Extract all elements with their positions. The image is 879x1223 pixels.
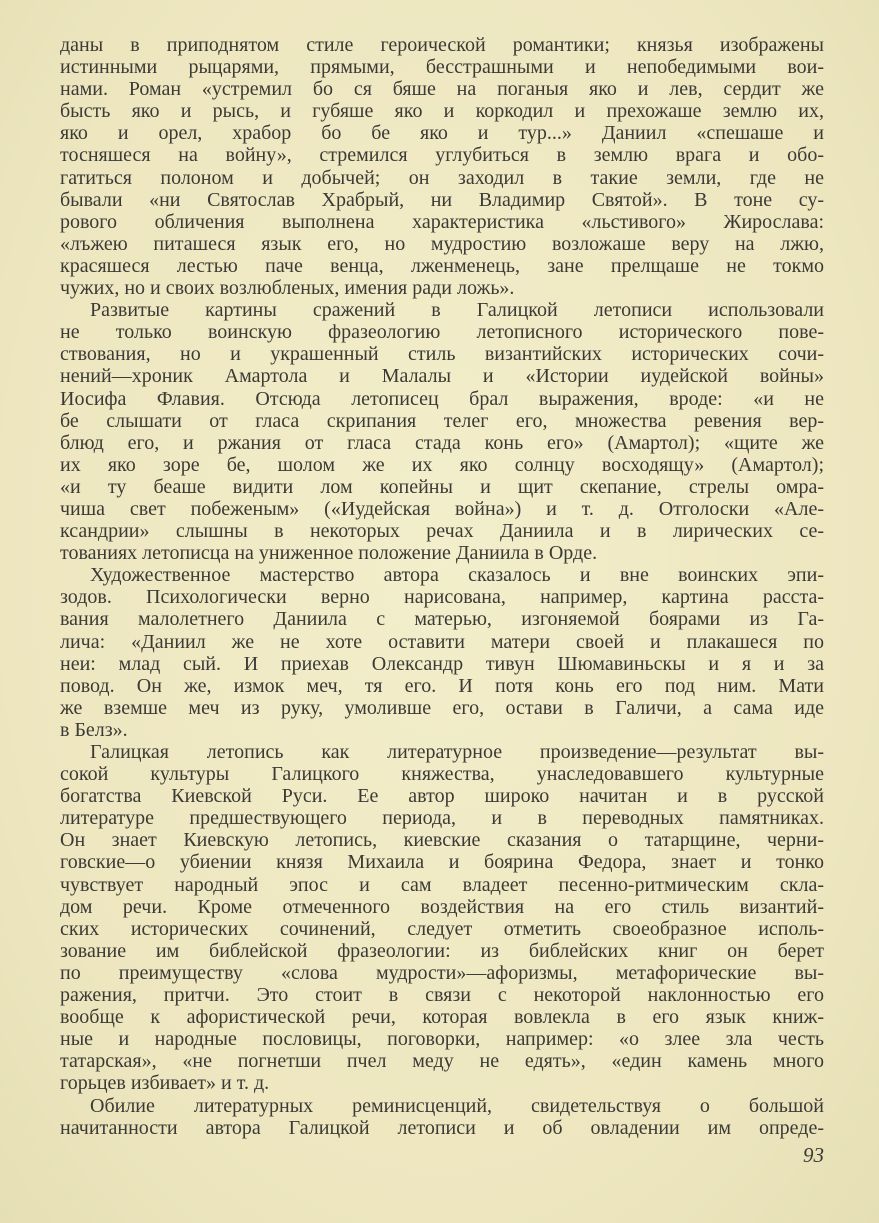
text-line: тосняшеся на войну», стремился углубиться в землю врага и обо- bbox=[60, 144, 824, 167]
text-line: нений—хроник Амартола и Малалы и «Истории иудейской войны» bbox=[60, 365, 824, 388]
text-line: зодов. Психологически верно нарисована, например, картина расста- bbox=[60, 586, 824, 609]
text-line: лича: «Даниил же не хоте оставити матери своей и плакашеся по bbox=[60, 630, 824, 653]
text-line: даны в приподнятом стиле героической романтики; князья изображены bbox=[60, 34, 824, 56]
text-line: чужих, но и своих возлюбленых, имения ради ложь». bbox=[60, 277, 515, 300]
text-line: Галицкая летопись как литературное произведение—результат вы- bbox=[90, 741, 824, 763]
text-line: не только воинскую фразеологию летописного исторического пове- bbox=[60, 321, 824, 344]
text-line: литературе предшествующего периода, и в переводных памятниках. bbox=[60, 807, 824, 830]
text-line: красяшеся лестью паче венца, лженменець, зане прелщаше не токмо bbox=[60, 254, 824, 277]
text-line: «лъжею питашеся язык его, но мудростию возложаше веру на лжю, bbox=[60, 232, 824, 255]
text-line: по преимуществу «слова мудрости»—афоризмы, метафорические вы- bbox=[60, 961, 824, 984]
text-line: повод. Он же, измок меч, тя его. И потя конь его под ним. Мати bbox=[60, 674, 824, 697]
text-line: богатства Киевской Руси. Ее автор широко начитан и в русской bbox=[60, 785, 824, 808]
text-line: ствования, но и украшенный стиль византийских исторических сочи- bbox=[60, 343, 824, 366]
text-line: нами. Роман «устремил бо ся бяше на поганыя яко и лев, сердит же bbox=[60, 78, 824, 101]
text-line: зование им библейской фразеологии: из библейских книг он берет bbox=[60, 939, 824, 962]
page-number: 93 bbox=[803, 1143, 824, 1167]
text-line: ражения, притчи. Это стоит в связи с некоторой наклонностью его bbox=[60, 984, 824, 1007]
text-line: ксандрии» слышны в некоторых речах Даниила и в лирических се- bbox=[60, 520, 824, 543]
text-line: их яко зоре бе, шолом же их яко солнцу восходящу» (Амартол); bbox=[60, 453, 824, 476]
text-line: гатиться полоном и добычей; он заходил в такие земли, где не bbox=[60, 166, 824, 189]
text-line: яко и орел, храбор бо бе яко и тур...» Даниил «спешаше и bbox=[60, 122, 824, 145]
text-line: бывали «ни Святослав Храбрый, ни Владимир Святой». В тоне су- bbox=[60, 188, 824, 211]
text-line: сокой культуры Галицкого княжества, унаследовавшего культурные bbox=[60, 763, 824, 786]
text-line: Обилие литературных реминисценций, свидетельствуя о большой bbox=[90, 1094, 824, 1117]
text-line: Развитые картины сражений в Галицкой летописи использовали bbox=[90, 299, 824, 322]
body-text bbox=[60, 34, 824, 1139]
text-line: бе слышати от гласа скрипания телег его, множества ревения вер- bbox=[60, 409, 824, 432]
text-line: вообще к афористической речи, которая вовлекла в его язык книж- bbox=[60, 1006, 824, 1029]
text-line: в Белз». bbox=[60, 718, 128, 741]
text-line: татарская», «не погнетши пчел меду не едять», «един камень много bbox=[60, 1050, 824, 1073]
text-line: же вземше меч из руку, умоливше его, остави в Галичи, а сама иде bbox=[60, 696, 824, 719]
text-line: ских исторических сочинений, следует отметить своеобразное исполь- bbox=[60, 917, 824, 940]
text-line: чувствует народный эпос и сам владеет песенно-ритмическим скла- bbox=[60, 873, 824, 896]
text-line: ные и народные пословицы, поговорки, например: «о злее зла честь bbox=[60, 1028, 824, 1051]
text-line: говские—о убиении князя Михаила и боярина Федора, знает и тонко bbox=[60, 851, 824, 874]
text-line: блюд его, и ржания от гласа стада конь его» (Амартол); «щите же bbox=[60, 431, 824, 454]
text-line: начитанности автора Галицкой летописи и об овладении им опреде- bbox=[60, 1116, 824, 1139]
text-line: тованиях летописца на униженное положение Даниила в Орде. bbox=[60, 542, 598, 565]
text-line: Художественное мастерство автора сказалось и вне воинских эпи- bbox=[90, 564, 824, 587]
text-line: дом речи. Кроме отмеченного воздействия на его стиль византий- bbox=[60, 895, 824, 918]
text-line: чиша свет побеженым» («Иудейская война») и т. д. Отголоски «Але- bbox=[60, 497, 824, 520]
text-line: истинными рыцарями, прямыми, бесстрашными и непобедимыми вои- bbox=[60, 56, 824, 79]
text-line: неи: млад сый. И приехав Олександр тивун Шюмавиньскы и я и за bbox=[60, 652, 824, 675]
text-line: рового обличения выполнена характеристика «льстивого» Жирослава: bbox=[60, 210, 824, 233]
text-line: бысть яко и рысь, и губяше яко и коркодил и прехожаше землю их, bbox=[60, 100, 824, 123]
text-line: «и ту беаше видити лом копейны и щит скепание, стрелы омра- bbox=[60, 475, 824, 498]
text-line: горьцев избивает» и т. д. bbox=[60, 1072, 270, 1095]
text-line: Иосифа Флавия. Отсюда летописец брал выражения, вроде: «и не bbox=[60, 387, 824, 410]
text-line: вания малолетнего Даниила с матерью, изгоняемой боярами из Га- bbox=[60, 608, 824, 631]
text-line: Он знает Киевскую летопись, киевские сказания о татарщине, черни- bbox=[60, 829, 824, 852]
